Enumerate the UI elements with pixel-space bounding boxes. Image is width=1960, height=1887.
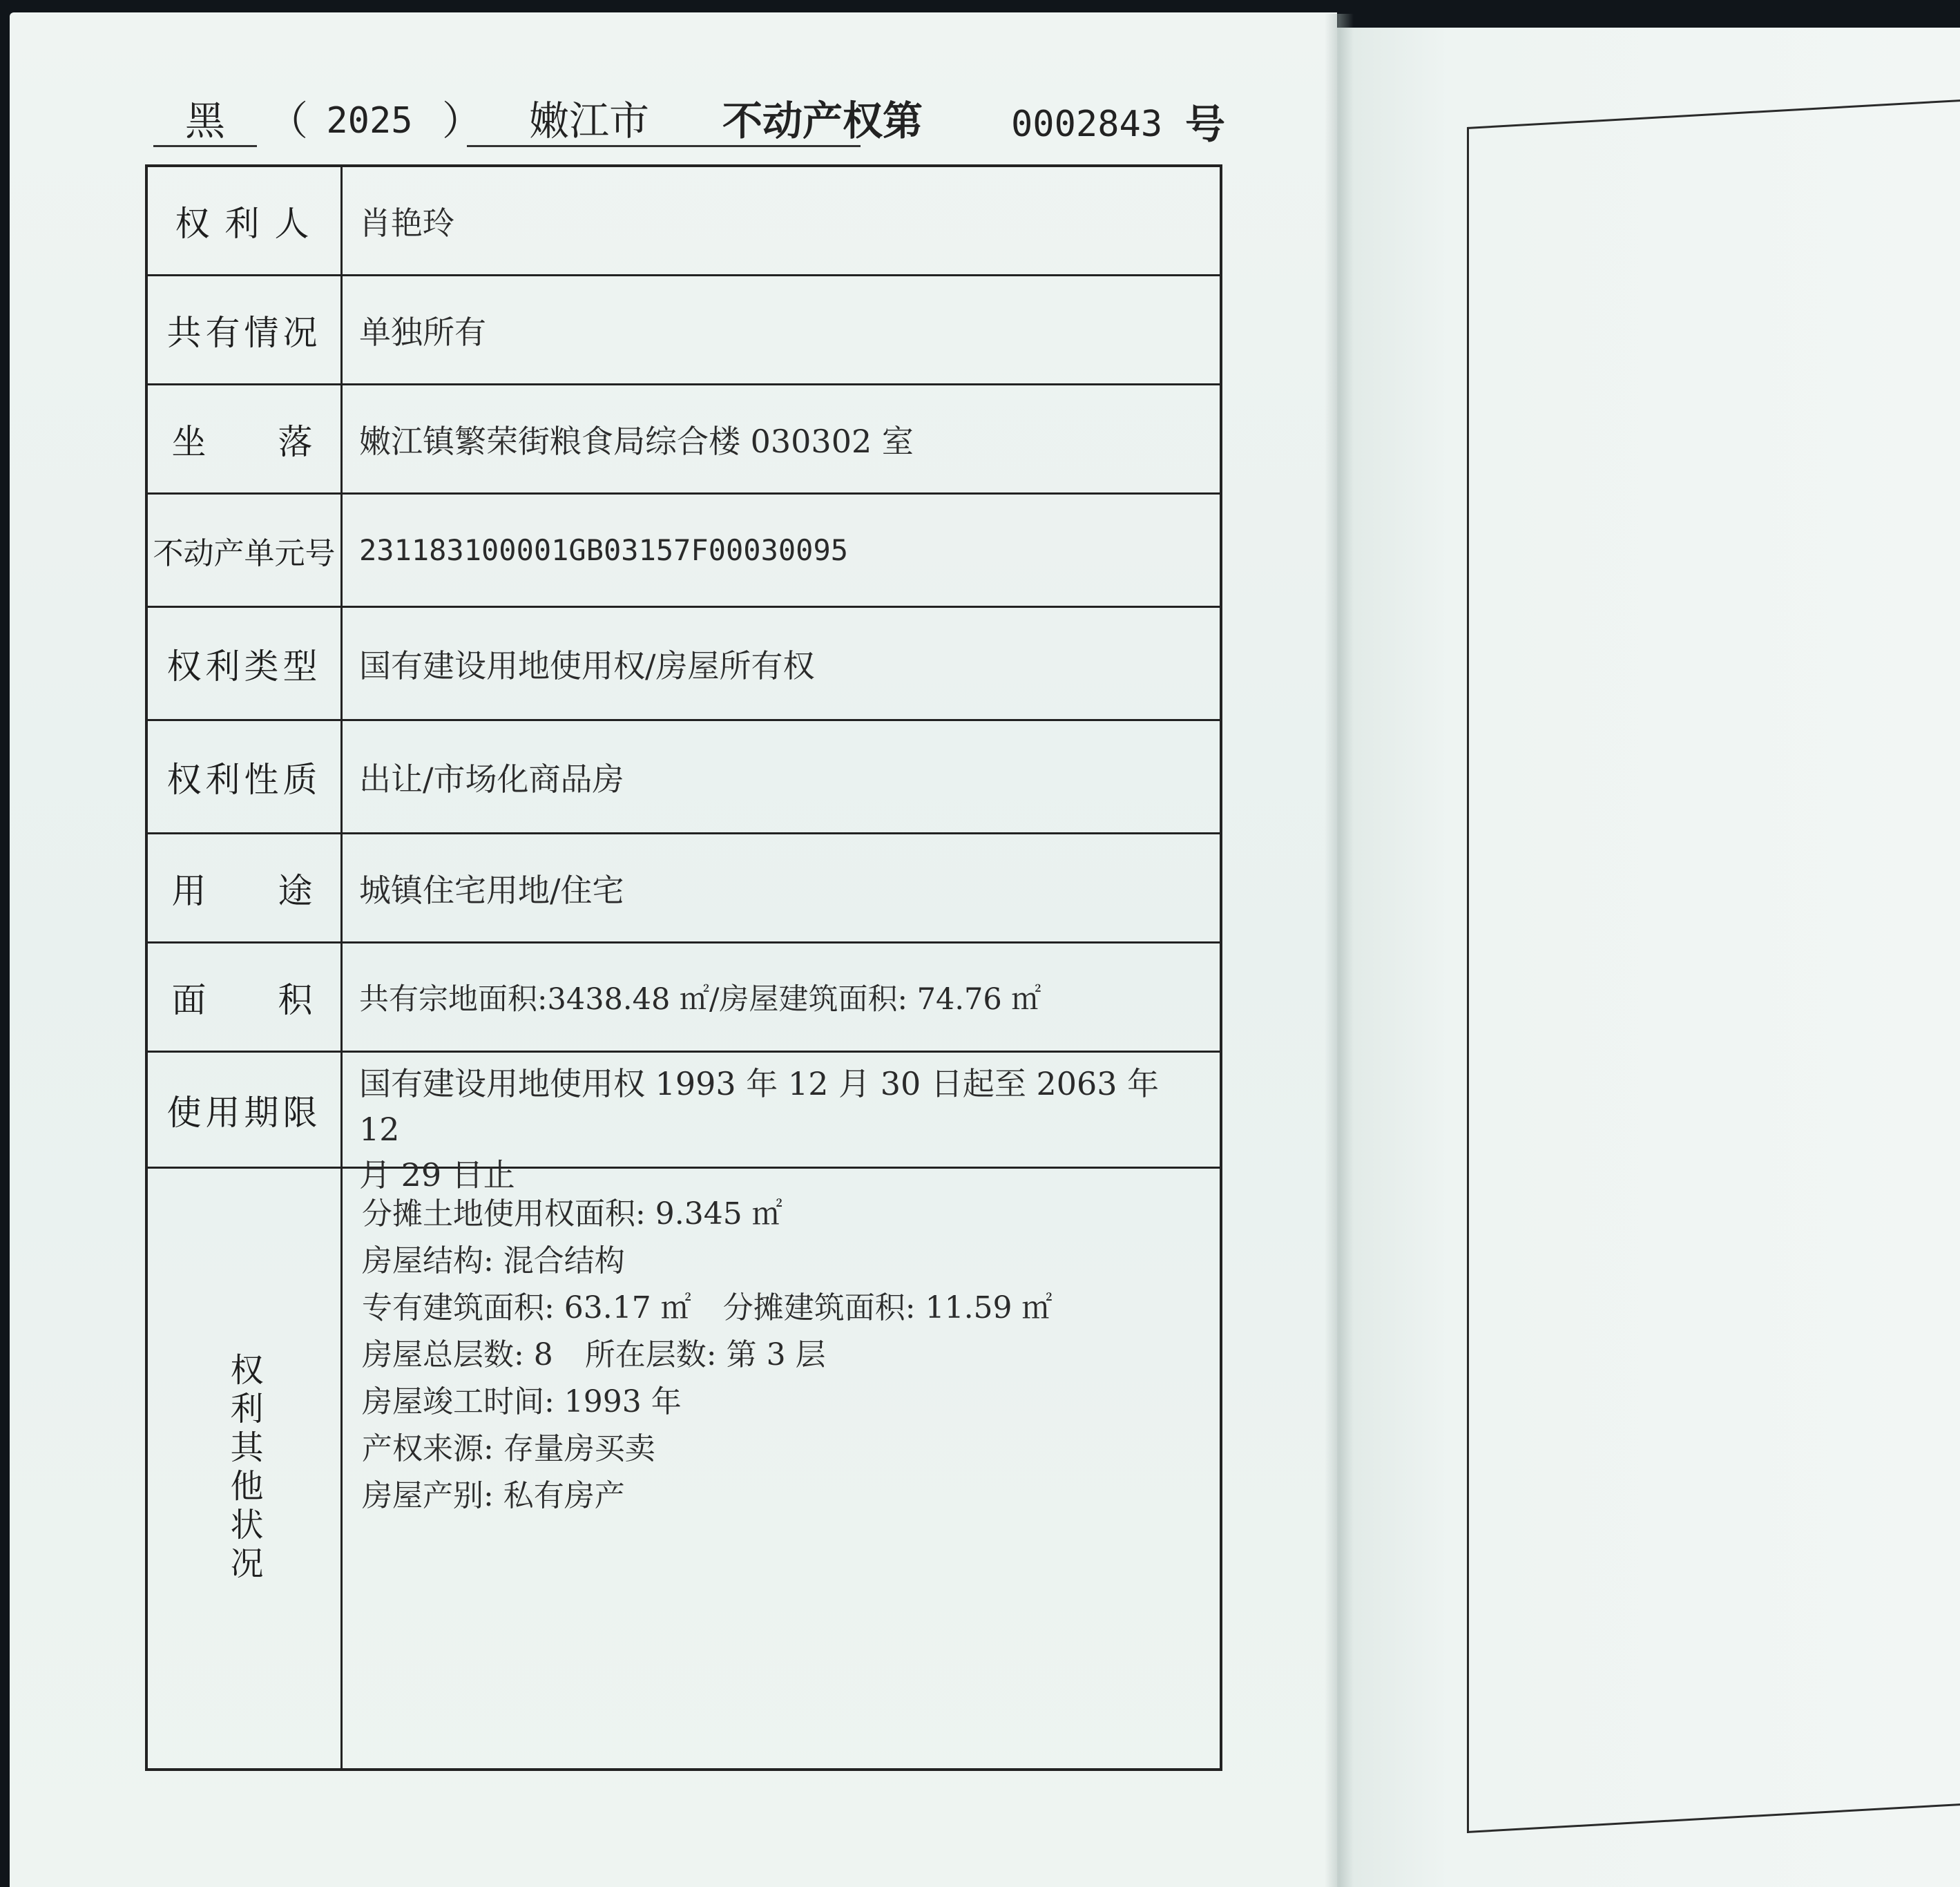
row-area [148,944,1220,1053]
term-label: 使用期限 [148,1053,343,1167]
row-other-status [148,1169,1220,1768]
paren-close: ） [442,97,483,144]
label-char: 积 [278,979,317,1020]
cert-number: 0002843 [1011,104,1163,145]
row-term [148,1053,1220,1194]
other-line: 房屋竣工时间: 1993 年 [362,1384,682,1419]
other-line: 房屋结构: 混合结构 [362,1243,625,1278]
paren-open: （ [268,97,309,144]
registration-table [145,164,1222,1771]
term-line-2: 月 29 日止 [359,1156,515,1194]
term-value [343,1053,1220,1194]
right-type-value: 国有建设用地使用权/房屋所有权 [359,646,815,684]
other-line: 分摊建筑面积: 11.59 ㎡ [722,1290,1053,1325]
row-label [148,167,343,274]
cert-city: 嫩江市 [467,97,861,147]
cert-suffix: 号 [1185,101,1226,148]
right-nature-label: 权利性质 [148,721,343,832]
area-value: 共有宗地面积:3438.48 ㎡/房屋建筑面积: 74.76 ㎡ [359,982,1041,1017]
other-line-pair [362,1332,1053,1379]
right-nature-value: 出让/市场化商品房 [359,760,624,798]
label-char: 利 [224,203,264,244]
other-line: 专有建筑面积: 63.17 ㎡ [362,1290,691,1325]
other-line: 房屋总层数: 8 [362,1337,553,1372]
label-char: 落 [278,421,317,462]
certificate-number-line [145,97,1229,159]
other-status-label: 权利其他状况 [224,1352,263,1584]
owner-value: 肖艳玲 [359,204,454,242]
book-spine [1325,14,1354,1887]
row-owner [148,167,1220,276]
cert-label: 不动产权第 [722,97,923,144]
owner-label [175,196,314,246]
label-char: 人 [274,203,314,244]
row-co-ownership [148,276,1220,385]
usage-label [172,863,317,913]
row-label [148,944,343,1051]
label-char: 坐 [171,421,211,462]
row-right-type [148,608,1220,721]
cert-year: 2025 [326,100,413,142]
location-label [172,414,317,464]
right-type-label: 权利类型 [148,608,343,719]
other-line: 所在层数: 第 3 层 [584,1337,826,1372]
right-page-frame [1467,99,1960,1833]
label-char: 用 [171,870,211,911]
row-usage [148,834,1220,944]
label-char: 面 [171,979,211,1020]
unit-number-label: 不动产单元号 [148,495,343,606]
row-label [148,385,343,492]
row-right-nature [148,721,1220,834]
area-label [172,973,317,1022]
label-char: 途 [278,870,317,911]
term-line-1: 国有建设用地使用权 1993 年 12 月 30 日起至 2063 年 12 [359,1065,1160,1148]
province-abbr: 黑 [153,97,257,147]
location-value: 嫩江镇繁荣街粮食局综合楼 030302 室 [359,422,914,460]
usage-value: 城镇住宅用地/住宅 [359,871,624,909]
other-line: 产权来源: 存量房买卖 [362,1431,655,1466]
other-line-pair [362,1285,1053,1332]
other-line: 房屋产别: 私有房产 [362,1478,625,1513]
other-status-label-cell [148,1169,343,1768]
label-char: 权 [175,203,214,244]
other-line: 分摊土地使用权面积: 9.345 ㎡ [362,1196,782,1232]
row-label [148,834,343,941]
co-ownership-label: 共有情况 [148,276,343,383]
other-status-list [362,1191,1053,1520]
co-ownership-value: 单独所有 [359,313,486,351]
row-location [148,385,1220,495]
row-unit-number [148,495,1220,608]
unit-number-value: 231183100001GB03157F00030095 [359,533,849,567]
